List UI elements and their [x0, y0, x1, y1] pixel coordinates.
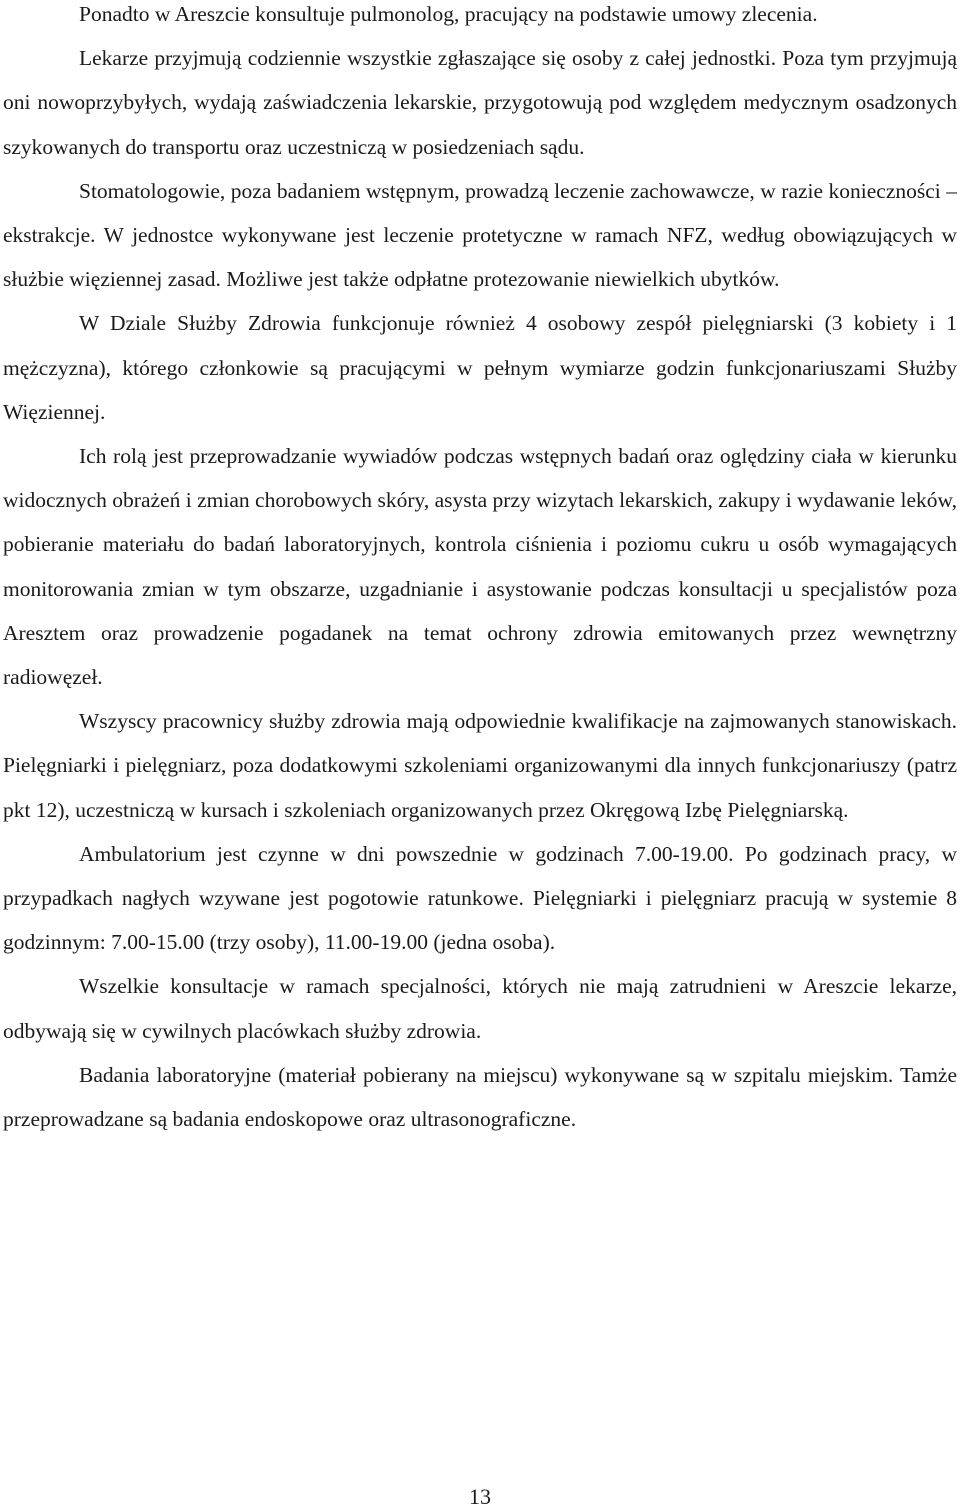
page-number: 13 — [469, 1484, 491, 1509]
paragraph-consultations: Wszelkie konsultacje w ramach specjalności, których nie mają zatrudnieni w Areszcie lekarze, odbywają się w cywilnych placówkach służby zdrowia. — [3, 974, 957, 1043]
paragraph-qualifications: Wszyscy pracownicy służby zdrowia mają odpowiednie kwalifikacje na zajmowanych stanowiskach. Pielęgniarki i pielęgniarz, poza dodatkowymi szkoleniami organizowanymi dla innych funkcjonariuszy (patrz pkt 12), uczestniczą w kursach i szkoleniach organizowanych przez Okręgową Izbę Pielęgniarską. — [3, 709, 957, 822]
paragraph-doctors: Lekarze przyjmują codziennie wszystkie zgłaszające się osoby z całej jednostki. Poza tym przyjmują oni nowoprzybyłych, wydają zaświadczenia lekarskie, przygotowują pod względem medycznym osadzonych szykowanych do transportu oraz uczestniczą w posiedzeniach sądu. — [3, 46, 957, 159]
paragraph-nurse-duties: Ich rolą jest przeprowadzanie wywiadów podczas wstępnych badań oraz oględziny ciała w kierunku widocznych obrażeń i zmian chorobowych skóry, asysta przy wizytach lekarskich, zakupy i wydawanie leków, pobieranie materiału do badań laboratoryjnych, kontrola ciśnienia i poziomu cukru u osób wymagających monitorowania zmian w tym obszarze, uzgadnianie i asystowanie podczas konsultacji u specjalistów poza Aresztem oraz prowadzenie pogadanek na temat ochrony zdrowia emitowanych przez wewnętrzny radiowęzeł. — [3, 444, 957, 690]
document-body — [3, 0, 957, 1141]
paragraph-dentists: Stomatologowie, poza badaniem wstępnym, prowadzą leczenie zachowawcze, w razie konieczności – ekstrakcje. W jednostce wykonywane jest leczenie protetyczne w ramach NFZ, według obowiązujących w służbie więziennej zasad. Możliwe jest także odpłatne protezowanie niewielkich ubytków. — [3, 178, 957, 292]
paragraph-nursing-team: W Dziale Służby Zdrowia funkcjonuje również 4 osobowy zespół pielęgniarski (3 kobiety i 1 mężczyzna), którego członkowie są pracującymi w pełnym wymiarze godzin funkcjonariuszami Służby Więziennej. — [3, 311, 957, 424]
paragraph-pulmonologist: Ponadto w Areszcie konsultuje pulmonolog, pracujący na podstawie umowy zlecenia. — [79, 2, 818, 26]
paragraph-lab-tests: Badania laboratoryjne (materiał pobierany na miejscu) wykonywane są w szpitalu miejskim. Tamże przeprowadzane są badania endoskopowe oraz ultrasonograficzne. — [3, 1062, 957, 1132]
paragraph-opening-hours: Ambulatorium jest czynne w dni powszednie w godzinach 7.00-19.00. Po godzinach pracy, w przypadkach nagłych wzywane jest pogotowie ratunkowe. Pielęgniarki i pielęgniarz pracują w systemie 8 godzinnym: 7.00-15.00 (trzy osoby), 11.00-19.00 (jedna osoba). — [3, 841, 957, 955]
